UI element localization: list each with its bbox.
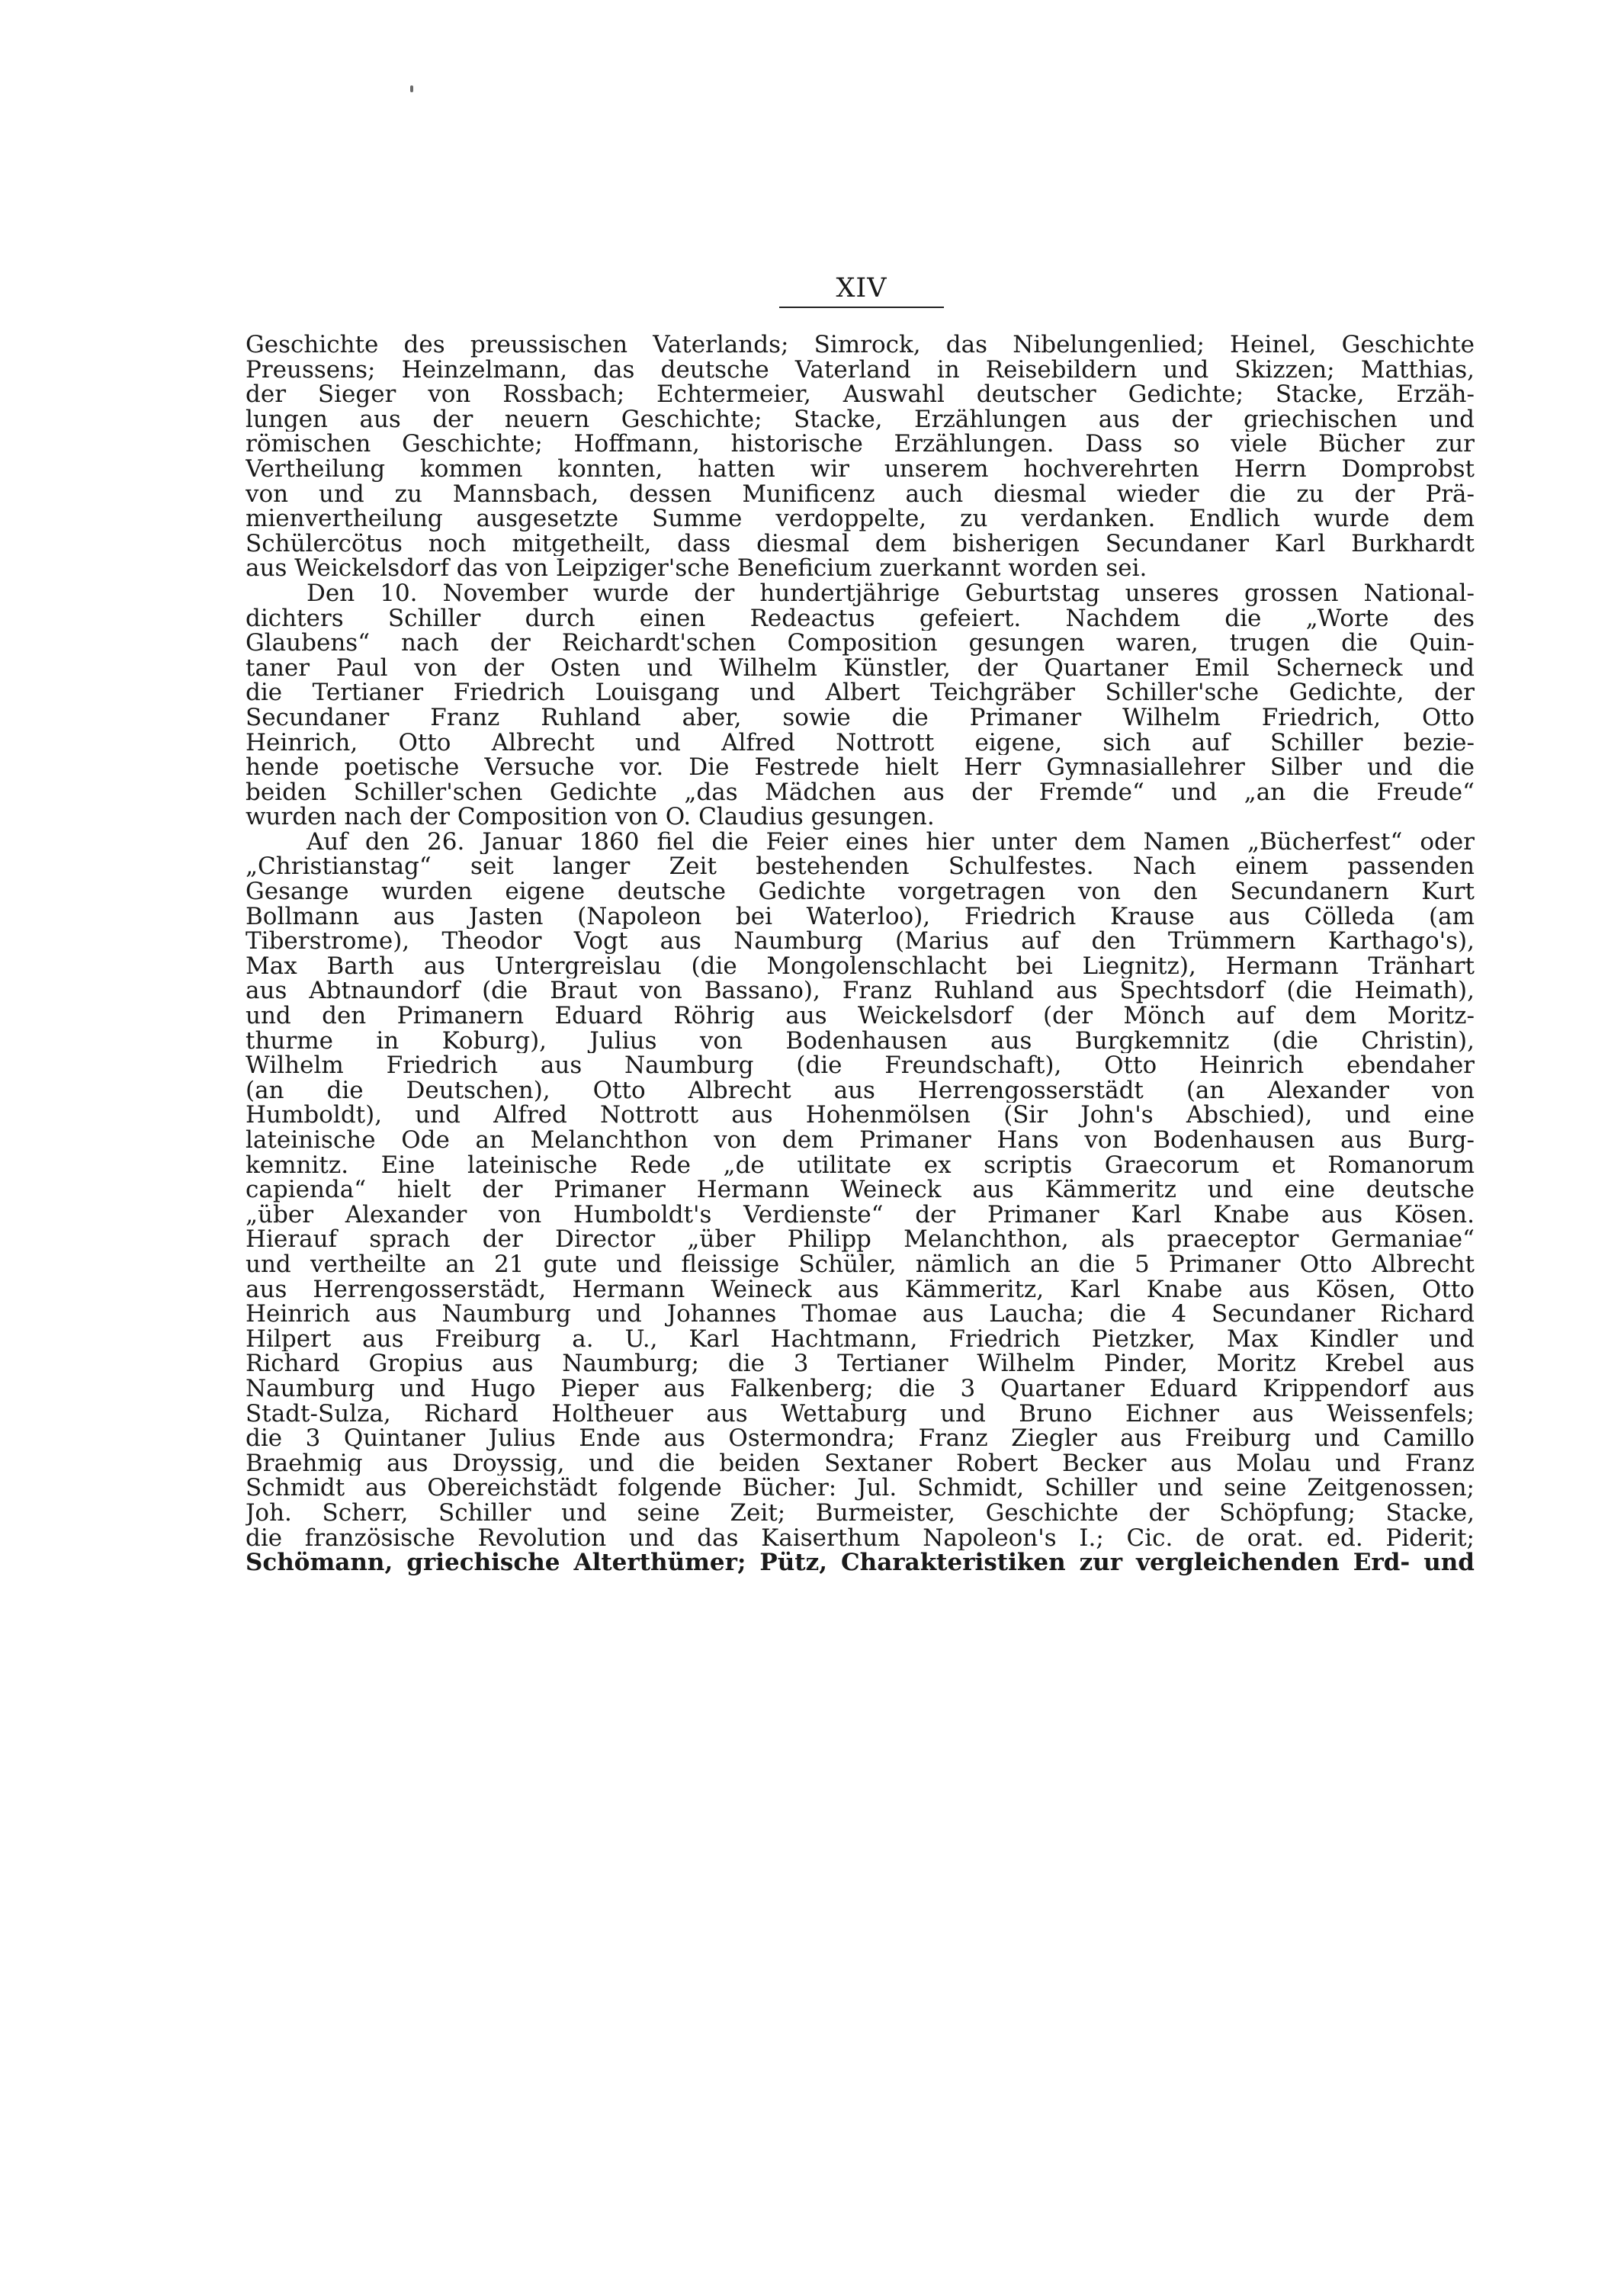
text-line: aus Abtnaundorf (die Braut von Bassano), Franz Ruhland aus Spechtsdorf (die Heimath),	[246, 978, 1475, 1004]
text-line: capienda“ hielt der Primaner Hermann Weineck aus Kämmeritz und eine deutsche	[246, 1177, 1475, 1203]
text-line: Preussens; Heinzelmann, das deutsche Vaterland in Reisebildern und Skizzen; Matthias,	[246, 357, 1475, 383]
text-line: Humboldt), und Alfred Nottrott aus Hohenmölsen (Sir John's Abschied), und eine	[246, 1103, 1475, 1128]
text-line: Hierauf sprach der Director „über Philipp Melanchthon, als praeceptor Germaniae“	[246, 1227, 1475, 1252]
text-line: Bollmann aus Jasten (Napoleon bei Waterloo), Friedrich Krause aus Cölleda (am	[246, 904, 1475, 930]
text-line: Braehmig aus Droyssig, und die beiden Sextaner Robert Becker aus Molau und Franz	[246, 1450, 1475, 1476]
text-line: von und zu Mannsbach, dessen Munificenz auch diesmal wieder die zu der Prä-	[246, 481, 1475, 507]
text-line: Hilpert aus Freiburg a. U., Karl Hachtmann, Friedrich Pietzker, Max Kindler und	[246, 1326, 1475, 1352]
text-line: „Christianstag“ seit langer Zeit bestehenden Schulfestes. Nach einem passenden	[246, 854, 1475, 880]
text-line: und vertheilte an 21 gute und fleissige Schüler, nämlich an die 5 Primaner Otto Albrecht	[246, 1251, 1475, 1277]
text-line: Joh. Scherr, Schiller und seine Zeit; Burmeister, Geschichte der Schöpfung; Stacke,	[246, 1500, 1475, 1526]
text-line: lungen aus der neuern Geschichte; Stacke, Erzählungen aus der griechischen und	[246, 406, 1475, 432]
text-line: die französische Revolution und das Kaiserthum Napoleon's I.; Cic. de orat. ed. Piderit;	[246, 1525, 1475, 1551]
page-number: XIV	[836, 273, 887, 303]
text-line: hende poetische Versuche vor. Die Festrede hielt Herr Gymnasiallehrer Silber und die	[246, 755, 1475, 780]
text-line: lateinische Ode an Melanchthon von dem Primaner Hans von Bodenhausen aus Burg-	[246, 1128, 1475, 1153]
text-line: taner Paul von der Osten und Wilhelm Künstler, der Quartaner Emil Scherneck und	[246, 655, 1475, 681]
text-line: Schmidt aus Obereichstädt folgende Bücher: Jul. Schmidt, Schiller und seine Zeitgenossen;	[246, 1476, 1475, 1501]
text-line: Geschichte des preussischen Vaterlands; Simrock, das Nibelungenlied; Heinel, Geschichte	[246, 332, 1475, 358]
text-line: beiden Schiller'schen Gedichte „das Mädchen aus der Fremde“ und „an die Freude“	[246, 779, 1475, 805]
text-line: die Tertianer Friedrich Louisgang und Albert Teichgräber Schiller'sche Gedichte, der	[246, 680, 1475, 705]
text-line: die 3 Quintaner Julius Ende aus Ostermondra; Franz Ziegler aus Freiburg und Camillo	[246, 1426, 1475, 1451]
text-line: Heinrich aus Naumburg und Johannes Thomae aus Laucha; die 4 Secundaner Richard	[246, 1302, 1475, 1327]
text-line: (an die Deutschen), Otto Albrecht aus Herrengosserstädt (an Alexander von	[246, 1077, 1475, 1103]
text-line: wurden nach der Composition von O. Claudius gesungen.	[246, 804, 935, 830]
text-line: Heinrich, Otto Albrecht und Alfred Nottrott eigene, sich auf Schiller bezie-	[246, 730, 1475, 756]
text-line: römischen Geschichte; Hoffmann, historische Erzählungen. Dass so viele Bücher zur	[246, 432, 1475, 457]
text-line: mienvertheilung ausgesetzte Summe verdoppelte, zu verdanken. Endlich wurde dem	[246, 506, 1475, 532]
text-line: Max Barth aus Untergreislau (die Mongolenschlacht bei Liegnitz), Hermann Tränhart	[246, 953, 1475, 979]
print-speck	[410, 85, 413, 92]
text-line: Vertheilung kommen konnten, hatten wir unserem hochverehrten Herrn Domprobst	[246, 456, 1475, 482]
text-line: Glaubens“ nach der Reichardt'schen Composition gesungen waren, trugen die Quin-	[246, 631, 1475, 656]
text-line: „über Alexander von Humboldt's Verdienste“ der Primaner Karl Knabe aus Kösen.	[246, 1202, 1475, 1228]
text-line: und den Primanern Eduard Röhrig aus Weickelsdorf (der Mönch auf dem Moritz-	[246, 1004, 1475, 1029]
text-line: aus Weickelsdorf das von Leipziger'sche Beneficium zuerkannt worden sei.	[246, 556, 1147, 581]
text-line: Gesange wurden eigene deutsche Gedichte vorgetragen von den Secundanern Kurt	[246, 879, 1475, 904]
text-line: thurme in Koburg), Julius von Bodenhausen aus Burgkemnitz (die Christin),	[246, 1028, 1475, 1054]
text-line: Stadt-Sulza, Richard Holtheuer aus Wettaburg und Bruno Eichner aus Weissenfels;	[246, 1401, 1475, 1427]
paragraph-start-line: Den 10. November wurde der hundertjährige Geburtstag unseres grossen National-	[307, 580, 1475, 606]
text-line: Tiberstrome), Theodor Vogt aus Naumburg (Marius auf den Trümmern Karthago's),	[246, 929, 1475, 954]
page-number-rule	[779, 307, 944, 308]
text-line: dichters Schiller durch einen Redeactus gefeiert. Nachdem die „Worte des	[246, 605, 1475, 631]
body-text	[246, 332, 1475, 1575]
text-line: Naumburg und Hugo Pieper aus Falkenberg; die 3 Quartaner Eduard Krippendorf aus	[246, 1376, 1475, 1402]
text-line: Secundaner Franz Ruhland aber, sowie die Primaner Wilhelm Friedrich, Otto	[246, 705, 1475, 731]
text-line: der Sieger von Rossbach; Echtermeier, Auswahl deutscher Gedichte; Stacke, Erzäh-	[246, 382, 1475, 407]
paragraph-start-line: Auf den 26. Januar 1860 fiel die Feier eines hier unter dem Namen „Bücherfest“ oder	[307, 829, 1475, 855]
text-line: Schülercötus noch mitgetheilt, dass diesmal dem bisherigen Secundaner Karl Burkhardt	[246, 531, 1475, 557]
text-line: Schömann, griechische Alterthümer; Pütz, Charakteristiken zur vergleichenden Erd- und	[246, 1550, 1475, 1575]
text-line: kemnitz. Eine lateinische Rede „de utilitate ex scriptis Graecorum et Romanorum	[246, 1152, 1475, 1178]
text-line: Wilhelm Friedrich aus Naumburg (die Freundschaft), Otto Heinrich ebendaher	[246, 1053, 1475, 1078]
text-line: aus Herrengosserstädt, Hermann Weineck aus Kämmeritz, Karl Knabe aus Kösen, Otto	[246, 1277, 1475, 1302]
text-line: Richard Gropius aus Naumburg; die 3 Tertianer Wilhelm Pinder, Moritz Krebel aus	[246, 1351, 1475, 1376]
